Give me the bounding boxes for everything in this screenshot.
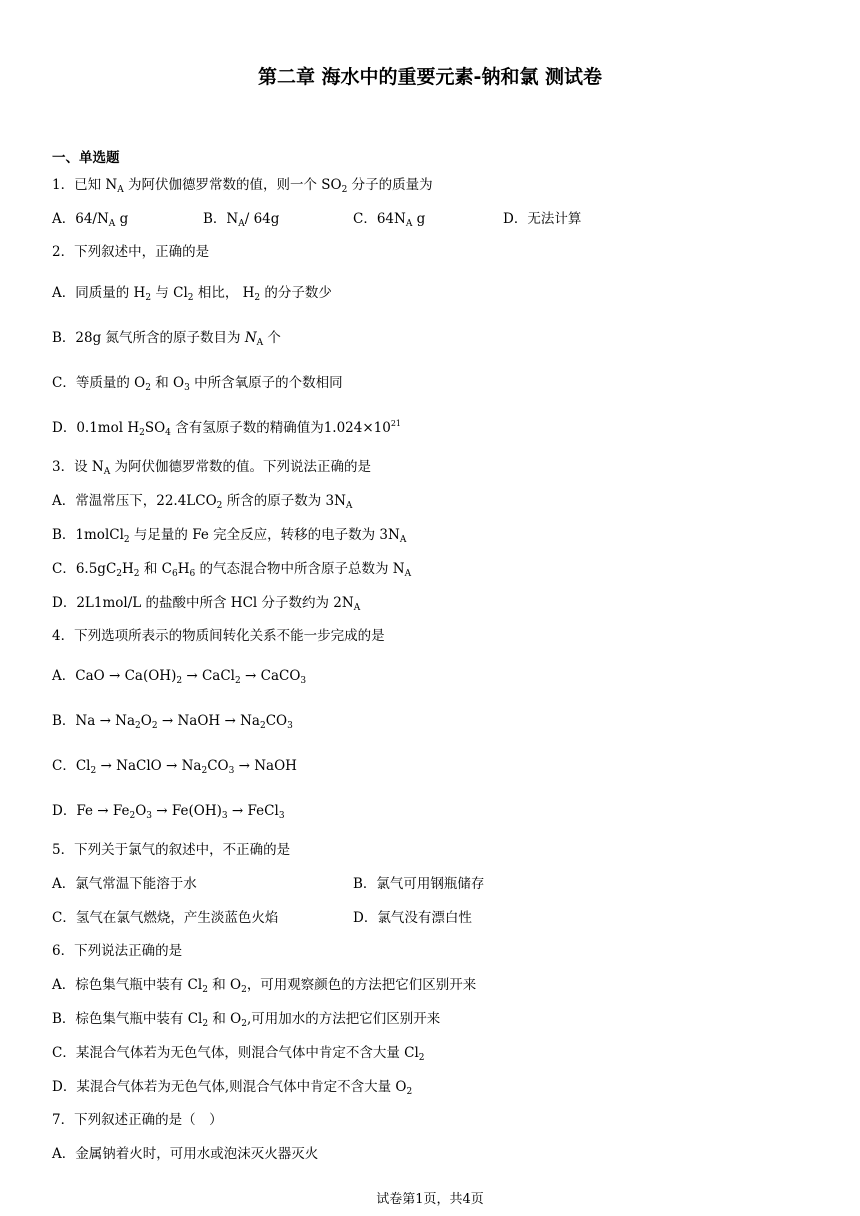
question-1-option-b: B．$N_A/$ 64g <box>203 211 280 229</box>
question-2-option-d: D．0.1mol $H_2SO_4$ 含有氢原子数的精确值为$1.024\times 10^{21}$ <box>52 419 402 438</box>
question-6-option-d: D．某混合气体若为无色气体,则混合气体中肯定不含大量 $O_2$ <box>52 1079 413 1097</box>
question-6-stem: 6．下列说法正确的是 <box>52 943 183 959</box>
question-1-option-c: C．$64N_A$ g <box>353 211 426 229</box>
section-heading: 一、单选题 <box>52 150 120 166</box>
page-footer: 试卷第1页，共4页 <box>376 1192 484 1207</box>
question-5-option-d: D．氯气没有漂白性 <box>353 910 472 926</box>
page-title: 第二章 海水中的重要元素-钠和氯 测试卷 <box>257 66 603 88</box>
question-4-option-b: B．$Na \to Na_2O_2$ → NaOH → $Na_2CO_3$ <box>52 713 293 731</box>
question-5-option-b: B．氯气可用钢瓶储存 <box>353 876 485 892</box>
question-4-option-d: D．$Fe \to Fe_2O_3 \to Fe(OH)_3$ → FeCl$_3$ <box>52 803 285 821</box>
question-6-option-b: B．棕色集气瓶中装有 $Cl_2$ 和 $O_2$,可用加水的方法把它们区别开来 <box>52 1011 441 1029</box>
question-3-stem: 3．设 $N_A$ 为阿伏伽德罗常数的值。下列说法正确的是 <box>52 459 371 477</box>
question-5-option-c: C．氢气在氯气燃烧，产生淡蓝色火焰 <box>52 910 279 926</box>
question-1-option-a: A．$64/N_A$ g <box>52 211 129 229</box>
question-5-option-a: A．氯气常温下能溶于水 <box>52 876 197 892</box>
question-2-option-a: A．同质量的 $H_2$ 与 $Cl_2$ 相比， $H_2$ 的分子数少 <box>52 285 332 303</box>
question-7-option-a: A．金属钠着火时，可用水或泡沫灭火器灭火 <box>52 1146 319 1162</box>
question-2-option-b: B．28g 氮气所含的原子数目为 $N_A$ 个 <box>52 330 281 348</box>
question-6-option-a: A．棕色集气瓶中装有 $Cl_2$ 和 $O_2$，可用观察颜色的方法把它们区别开来 <box>52 977 477 995</box>
question-3-option-a: A．常温常压下，$22.4LCO_2$ 所含的原子数为 $3N_A$ <box>52 493 353 511</box>
question-3-option-d: D．2L1mol/L 的盐酸中所含 HCl 分子数约为 $2N_A$ <box>52 595 361 613</box>
question-2-stem: 2．下列叙述中，正确的是 <box>52 244 210 260</box>
question-2-option-c: C．等质量的 $O_2$ 和 $O_3$ 中所含氧原子的个数相同 <box>52 375 343 393</box>
question-5-stem: 5．下列关于氯气的叙述中，不正确的是 <box>52 842 291 858</box>
question-4-stem: 4．下列选项所表示的物质间转化关系不能一步完成的是 <box>52 628 385 644</box>
question-1-option-d: D．无法计算 <box>503 211 582 227</box>
question-3-option-c: C．$6.5gC_2H_2$ 和 $C_6H_6$ 的气态混合物中所含原子总数为 $N_A$ <box>52 561 412 579</box>
question-4-option-a: A．CaO → $Ca(OH)_2$ → CaCl$_2$ → CaCO$_3$ <box>52 668 307 686</box>
question-1-stem: 1．已知 $N_A$ 为阿伏伽德罗常数的值，则一个 $SO_2$ 分子的质量为 <box>52 177 433 195</box>
question-6-option-c: C．某混合气体若为无色气体，则混合气体中肯定不含大量 $Cl_2$ <box>52 1045 425 1063</box>
question-3-option-b: B．1molCl$_2$ 与足量的 Fe 完全反应，转移的电子数为 $3N_A$ <box>52 527 407 545</box>
question-4-option-c: C．$Cl_2$ → NaClO → $Na_2CO_3$ → NaOH <box>52 758 297 776</box>
question-7-stem: 7．下列叙述正确的是（ ） <box>52 1112 223 1128</box>
